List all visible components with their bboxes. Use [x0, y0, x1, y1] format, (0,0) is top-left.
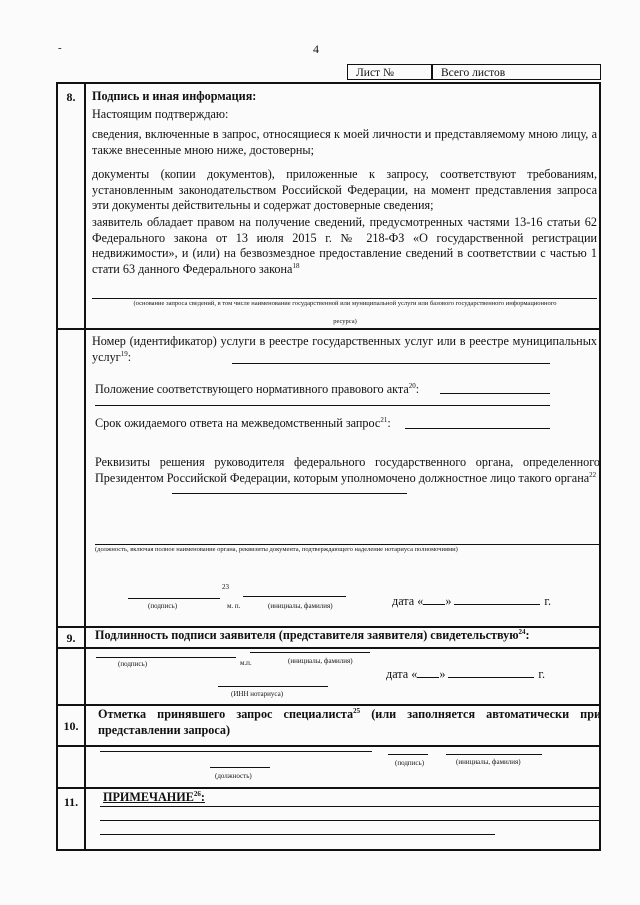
footnote-ref: 23 [222, 583, 229, 591]
section-number: 9. [66, 631, 76, 645]
initials-caption: (инициалы, фамилия) [456, 758, 521, 766]
position-input-line[interactable] [210, 767, 270, 768]
norm-act-input-line[interactable] [95, 405, 550, 406]
section-number: 10. [63, 719, 79, 733]
section-title-text: Подлинность подписи заявителя (представителя заявителя) свидетельствую [95, 628, 519, 642]
section-title: Подлинность подписи заявителя (представителя заявителя) свидетельствую$^{24}$: [95, 627, 530, 642]
stamp-place: м. п. [227, 602, 241, 610]
section-title-text: Отметка принявшего запрос специалиста [98, 707, 354, 721]
footnote-ref: 24 [518, 627, 526, 636]
year-suffix: г. [538, 667, 546, 681]
norm-act-label: Положение соответствующего нормативного правового акта [95, 382, 409, 396]
footnote-ref: 26 [193, 789, 201, 798]
service-id-label: Номер (идентификатор) услуги в реестре государственных услуг или в реестре муниципальных услуг [92, 334, 597, 364]
section-title [98, 707, 601, 738]
signature-caption: (подпись) [118, 660, 148, 668]
norm-act-field: Положение соответствующего нормативного правового акта$^{20}$: [95, 381, 420, 396]
stamp-place: м.п. [240, 659, 252, 667]
year-suffix: г. [544, 594, 552, 608]
official-caption: (должность, включая полное наименование органа, реквизиты документа, подтверждающего наделение нотариуса полномочиями) [95, 546, 458, 553]
initials-caption: (инициалы, фамилия) [268, 602, 333, 610]
wait-field: Срок ожидаемого ответа на межведомственный запрос$^{21}$: [95, 415, 391, 430]
total-sheets-label: Всего листов [441, 67, 506, 79]
signature-caption: (подпись) [148, 602, 178, 610]
section-title: ПРИМЕЧАНИЕ$^{26}$: [103, 789, 205, 804]
service-id-input-line[interactable] [232, 363, 550, 364]
decision-label: Реквизиты решения руководителя федерального государственного органа, определенного Президентом Российской Федерации, которым уполномочено должностное лицо такого органа [95, 455, 600, 485]
service-id-field: Номер (идентификатор) услуги в реестре государственных услуг или в реестре муниципальных услуг$^{19}$: [92, 334, 597, 364]
date-field [392, 594, 551, 610]
section-title-text: ПРИМЕЧАНИЕ [103, 790, 194, 804]
signature-caption: (подпись) [395, 759, 425, 767]
footnote-ref: 19 [120, 349, 128, 358]
date-open: дата « [392, 594, 424, 608]
position-input-line[interactable] [100, 751, 372, 752]
total-sheets-box [432, 64, 601, 80]
paragraph-text: заявитель обладает правом на получение сведений, предусмотренных частями 13-16 статьи 62 Федерального закона от 13 июля 2015 г. № 218-ФЗ «О государственной регистрации недвижимости», и (или) на безвозмездное предоставление сведений в соответствии с частью 1 стати 63 данного Федерального закона [92, 215, 597, 276]
section-number: 8. [66, 90, 76, 104]
position-caption: (должность) [215, 772, 252, 780]
initials-line[interactable] [243, 596, 346, 597]
official-input-line[interactable] [95, 544, 600, 545]
section-number: 11. [63, 795, 79, 809]
date-close: » [445, 594, 452, 608]
date-open: дата « [386, 667, 418, 681]
signature-line[interactable] [128, 598, 220, 599]
row-divider [56, 704, 601, 706]
wait-input-line[interactable] [405, 428, 550, 429]
confirm-paragraph [92, 215, 597, 277]
confirm-paragraph: сведения, включенные в запрос, относящиеся к моей личности и представляемому мною лицу, а также внесенные мною ниже, достоверны; [92, 127, 597, 157]
page-number: 4 [313, 42, 319, 56]
date-close: » [439, 667, 446, 681]
confirm-paragraph: документы (копии документов), приложенные к запросу, соответствуют требованиям, установленным законодательством Российской Федерации, на момент представления запроса эти документы действительны и содержат достоверные сведения; [92, 167, 597, 212]
basis-input-line[interactable] [92, 298, 597, 299]
basis-caption: ресурса) [333, 318, 357, 325]
note-input-line[interactable] [100, 806, 600, 807]
footnote-ref: 18 [292, 261, 300, 270]
section-title: Подпись и иная информация: [92, 89, 257, 103]
row-divider [56, 787, 601, 789]
initials-line[interactable] [446, 754, 542, 755]
date-field [386, 667, 545, 683]
decision-input-line[interactable] [172, 493, 407, 494]
sheet-number-box [347, 64, 432, 80]
confirm-text: Настоящим подтверждаю: [92, 107, 229, 121]
norm-act-input-line[interactable] [440, 393, 550, 394]
note-input-line[interactable] [100, 834, 495, 835]
number-column-divider [84, 82, 86, 851]
inn-caption: (ИНН нотариуса) [231, 690, 284, 698]
footnote-ref: 25 [353, 706, 361, 715]
sheet-number-label: Лист № [356, 67, 394, 79]
month-input[interactable] [454, 604, 540, 605]
row-divider [56, 745, 601, 747]
initials-caption: (инициалы, фамилия) [288, 657, 353, 665]
footnote-ref: 20 [408, 381, 416, 390]
signature-line[interactable] [96, 657, 236, 658]
basis-caption: (основание запроса сведений, в том числе наименование государственной или муниципальной услуги или базового государственного информационного [133, 300, 557, 307]
footnote-ref: 22 [589, 470, 597, 479]
note-input-line[interactable] [100, 820, 600, 821]
top-mark: - [58, 42, 62, 54]
row-divider [56, 328, 601, 330]
section-title-rest: (или заполняется автоматически при представлении запроса) [98, 707, 602, 737]
decision-field [95, 455, 600, 486]
day-input[interactable] [417, 677, 439, 678]
month-input[interactable] [448, 677, 534, 678]
wait-label: Срок ожидаемого ответа на межведомственный запрос [95, 416, 381, 430]
initials-line[interactable] [250, 652, 370, 653]
signature-line[interactable] [388, 754, 428, 755]
day-input[interactable] [423, 604, 445, 605]
inn-input-line[interactable] [218, 686, 328, 687]
row-divider [56, 647, 601, 649]
footnote-ref: 21 [380, 415, 388, 424]
